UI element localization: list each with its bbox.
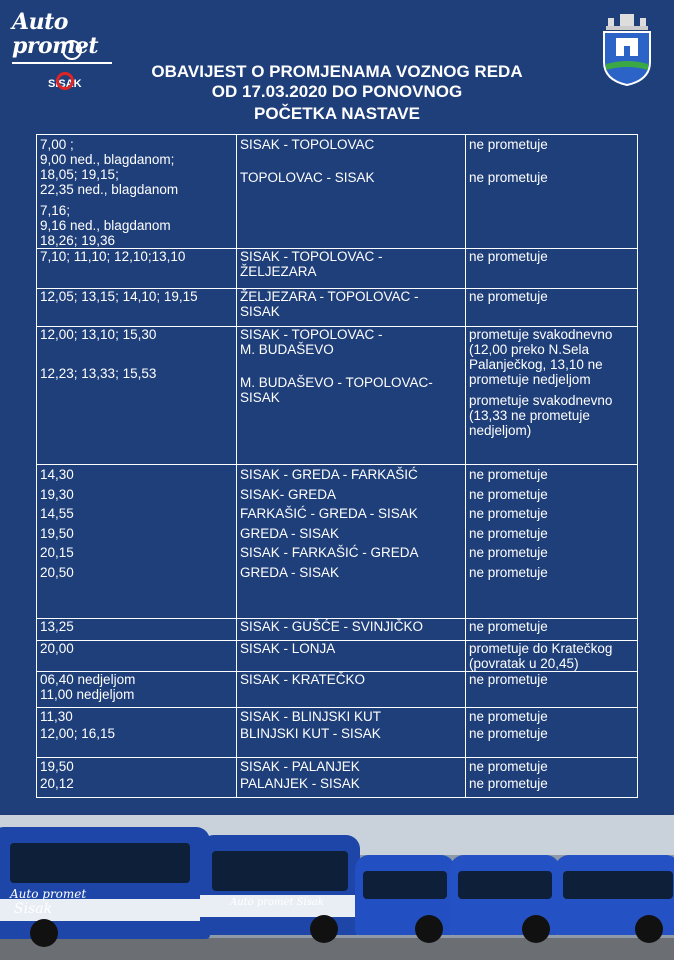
service-status: ne prometuje [469,525,548,541]
service-status: ne prometuje [469,545,548,560]
bus-1 [0,827,210,939]
schedule-cell-times [37,289,237,327]
service-status: ne prometuje [469,506,548,521]
departure-time: 7,10; 11,10; 12,10;13,10 [40,249,186,264]
departure-time: 06,40 nedjeljom [40,672,136,687]
schedule-cell-routes [237,641,466,672]
schedule-cell-times [37,641,237,672]
departure-time: 11,00 nedjeljom [40,687,135,702]
departure-time: 7,00 ; [40,137,74,152]
schedule-cell-times [37,708,237,758]
route-name: M. BUDAŠEVO [240,342,334,357]
schedule-cell-status [466,249,638,289]
service-status: (12,00 preko N.Sela [469,342,590,357]
service-status: ne prometuje [469,759,548,774]
schedule-row [37,708,638,758]
schedule-cell-times [37,672,237,708]
route-name: SISAK - GUŠĆE - SVINJIČKO [240,619,424,634]
route-name: SISAK - TOPOLOVAC - [240,249,383,264]
service-status: prometuje svakodnevno [469,393,613,408]
schedule-row [37,619,638,641]
departure-time: 22,35 ned., blagdanom [40,182,179,197]
schedule-row [37,641,638,672]
schedule-row [37,289,638,327]
bus-5 [555,855,674,935]
schedule-cell-routes [237,672,466,708]
schedule-cell-routes [237,249,466,289]
schedule-cell-status [466,672,638,708]
service-status: ne prometuje [469,619,548,634]
schedule-cell-routes [237,708,466,758]
departure-time: 20,50 [40,564,74,580]
schedule-cell-status [466,758,638,798]
service-status: ne prometuje [469,564,548,580]
service-status: ne prometuje [469,486,548,502]
bus-1-brand-text: Auto promet [10,887,87,901]
bus-2-brand-text: Auto promet Sisak [230,897,324,908]
route-name: FARKAŠIĆ - GREDA - SISAK [240,506,418,521]
schedule-cell-routes [237,758,466,798]
notice-title-line-1: OBAVIJEST O PROMJENAMA VOZNOG REDA [151,62,523,81]
schedule-row [37,249,638,289]
schedule-row [37,758,638,798]
logo-brand-text: Auto promet [12,9,99,59]
schedule-cell-routes [237,289,466,327]
schedule-cell-routes [237,619,466,641]
departure-time: 13,25 [40,619,74,634]
departure-time: 20,00 [40,641,74,656]
city-crest-icon [600,12,654,86]
notice-title-line-2: OD 17.03.2020 DO PONOVNOG [211,82,463,101]
schedule-cell-status [466,289,638,327]
service-status: ne prometuje [469,776,548,791]
route-name: SISAK - BLINJSKI KUT [240,709,382,724]
schedule-cell-times [37,135,237,249]
departure-time: 14,55 [40,506,74,521]
quality-q-icon [56,72,74,90]
route-name: GREDA - SISAK [240,564,340,580]
service-status: ne prometuje [469,467,548,482]
route-name: SISAK [240,390,280,405]
service-status: ne prometuje [469,709,548,724]
service-status: (13,33 ne prometuje [469,408,590,423]
service-status: ne prometuje [469,137,548,152]
departure-time: 14,30 [40,467,74,482]
schedule-cell-routes [237,135,466,249]
route-name: BLINJSKI KUT - SISAK [240,726,381,741]
route-name: ŽELJEZARA [240,264,317,279]
schedule-cell-status [466,135,638,249]
departure-time: 12,05; 13,15; 14,10; 19,15 [40,289,198,304]
photo-ground [0,938,674,960]
schedule-table [36,134,638,798]
departure-time: 12,00; 16,15 [40,726,116,741]
schedule-cell-status [466,619,638,641]
bus-fleet-photo [0,815,674,960]
schedule-row [37,465,638,619]
schedule-cell-status [466,465,638,619]
schedule-row [37,327,638,465]
service-status: ne prometuje [469,249,548,264]
departure-time: 19,50 [40,525,74,541]
schedule-cell-status [466,641,638,672]
bus-1-city-text: Sisak [14,901,53,917]
service-status: ne prometuje [469,672,548,687]
schedule-row [37,135,638,249]
departure-time: 12,00; 13,10; 15,30 [40,327,157,342]
bus-3 [355,855,455,935]
schedule-cell-status [466,327,638,465]
departure-time: 9,16 ned., blagdanom [40,218,171,233]
logo-divider [12,62,112,64]
service-status: ne prometuje [469,289,548,304]
departure-time: 19,30 [40,486,74,502]
schedule-cell-times [37,327,237,465]
schedule-cell-routes [237,465,466,619]
company-logo [12,10,122,100]
route-name: M. BUDAŠEVO - TOPOLOVAC- [240,375,433,390]
departure-time: 20,15 [40,545,74,560]
service-status: ne prometuje [469,170,548,185]
route-name: PALANJEK - SISAK [240,776,360,791]
bus-2 [200,835,360,935]
schedule-cell-times [37,619,237,641]
route-name: SISAK- GREDA [240,486,337,502]
departure-time: 12,23; 13,33; 15,53 [40,366,157,381]
schedule-cell-times [37,758,237,798]
service-status: nedjeljom) [469,423,532,438]
route-name: SISAK - TOPOLOVAC [240,137,375,152]
departure-time: 18,26; 19,36 [40,233,116,248]
departure-time: 18,05; 19,15; [40,167,119,182]
bus-4 [450,855,560,935]
route-name: SISAK [240,304,280,319]
departure-time: 11,30 [40,709,73,724]
route-name: SISAK - FARKAŠIĆ - GREDA [240,545,419,560]
route-name: SISAK - LONJA [240,641,336,656]
schedule-row [37,672,638,708]
departure-time: 9,00 ned., blagdanom; [40,152,175,167]
service-status: Palanječkog, 13,10 ne [469,357,603,372]
steering-wheel-icon [62,40,82,60]
notice-title-line-3: POČETKA NASTAVE [254,104,420,123]
departure-time: 20,12 [40,776,74,791]
schedule-cell-routes [237,327,466,465]
service-status: prometuje svakodnevno [469,327,613,342]
schedule-cell-times [37,249,237,289]
logo-city-text: SISAK [48,78,82,90]
departure-time: 19,50 [40,759,74,774]
service-status: prometuje do Kratečkog [469,641,613,656]
departure-time: 7,16; [40,203,71,218]
route-name: SISAK - KRATEČKO [240,672,366,687]
route-name: SISAK - GREDA - FARKAŠIĆ [240,467,418,482]
route-name: TOPOLOVAC - SISAK [240,170,375,185]
route-name: SISAK - TOPOLOVAC - [240,327,383,342]
schedule-cell-status [466,708,638,758]
route-name: GREDA - SISAK [240,525,340,541]
service-status: ne prometuje [469,726,548,741]
service-status: prometuje nedjeljom [469,372,591,387]
service-status: (povratak u 20,45) [469,656,579,671]
schedule-cell-times [37,465,237,619]
route-name: SISAK - PALANJEK [240,759,360,774]
route-name: ŽELJEZARA - TOPOLOVAC - [240,289,419,304]
